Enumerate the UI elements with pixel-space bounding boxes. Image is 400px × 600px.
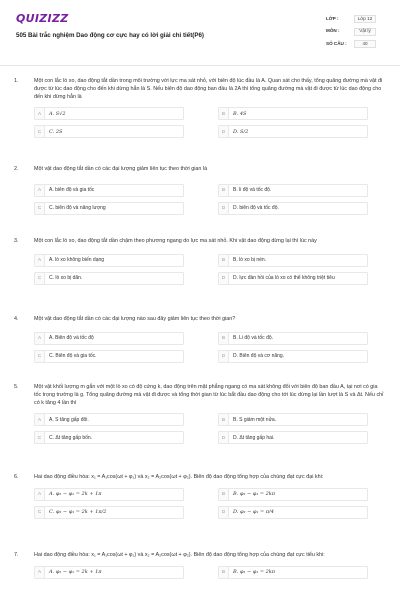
option-box[interactable] <box>218 125 368 138</box>
option-letter: D <box>219 273 229 284</box>
question-number: 4. <box>14 316 19 322</box>
question-list <box>0 78 400 596</box>
option-text: D. S/2 <box>233 128 249 135</box>
option-letter: D <box>219 507 229 518</box>
option-d[interactable] <box>218 506 368 519</box>
option-b[interactable] <box>218 332 368 345</box>
option-grid <box>34 254 384 290</box>
question-number: 5. <box>14 384 19 390</box>
option-box[interactable] <box>218 506 368 519</box>
option-a[interactable] <box>34 413 218 426</box>
meta-label: MÔN : <box>326 28 340 34</box>
question-6 <box>0 474 400 552</box>
option-letter: A <box>35 414 45 425</box>
option-box[interactable] <box>34 107 184 120</box>
option-box[interactable] <box>218 254 368 267</box>
option-d[interactable] <box>218 272 368 285</box>
option-grid <box>34 107 384 143</box>
option-letter: A <box>35 333 45 344</box>
option-text: A. lò xo không biến dạng <box>49 256 105 263</box>
option-d[interactable] <box>218 202 368 215</box>
option-b[interactable] <box>218 184 368 197</box>
option-c[interactable] <box>34 350 218 363</box>
option-text: B. φ₂ − φ₁ = 2kπ <box>233 490 276 497</box>
page-header <box>0 0 400 66</box>
option-box[interactable] <box>218 431 368 444</box>
question-text: Một con lắc lò xo, dao động tắt dần chậm theo phương ngang do lực ma sát nhỏ. Khi vật dao động dừng lại thì lúc này <box>34 238 317 244</box>
question-number: 1. <box>14 78 19 84</box>
option-d[interactable] <box>218 350 368 363</box>
option-text: D. lực đàn hồi của lò xo có thể không triệt tiêu <box>233 274 335 281</box>
option-box[interactable] <box>218 332 368 345</box>
question-text: Một con lắc lò xo, dao động tắt dần trong môi trường với lực ma sát nhỏ, với biên độ lúc đầu là A. Quan sát cho thấy, tổng quãng đường mà vật đi được từ lúc dao động cho đến khi dừng hẳn là S. Nếu biên độ dao động ban đầu là 2A thì tổng quãng đường mà vật đi được từ lúc dao động cho đến khi dừng hẳn là <box>34 78 383 100</box>
option-text: D. Δt tăng gấp hai. <box>233 434 275 441</box>
option-box[interactable] <box>218 350 368 363</box>
option-letter: C <box>35 507 45 518</box>
quizizz-logo: QUIZIZZ <box>16 12 69 25</box>
option-letter: C <box>35 432 45 443</box>
question-2 <box>0 166 400 238</box>
option-box[interactable] <box>218 202 368 215</box>
meta-value: Vật lý <box>354 28 376 36</box>
option-box[interactable] <box>34 413 184 426</box>
option-text: A. S tăng gấp đôi. <box>49 416 89 423</box>
option-box[interactable] <box>34 431 184 444</box>
option-box[interactable] <box>34 350 184 363</box>
option-text: C. Biên độ và gia tốc. <box>49 352 97 359</box>
option-c[interactable] <box>34 202 218 215</box>
option-letter: C <box>35 351 45 362</box>
option-b[interactable] <box>218 413 368 426</box>
option-text: A. φ₂ − φ₁ = 2k + 1π <box>49 490 102 497</box>
option-c[interactable] <box>34 431 218 444</box>
option-c[interactable] <box>34 272 218 285</box>
meta-row-grade <box>326 14 388 24</box>
option-letter: B <box>219 567 229 578</box>
option-box[interactable] <box>34 202 184 215</box>
question-number: 2. <box>14 166 19 172</box>
option-grid <box>34 184 384 220</box>
option-d[interactable] <box>218 431 368 444</box>
option-text: B. Li độ và tốc độ. <box>233 334 274 341</box>
meta-label: SỐ CÂU : <box>326 40 347 46</box>
option-box[interactable] <box>34 125 184 138</box>
option-b[interactable] <box>218 566 368 579</box>
option-a[interactable] <box>34 332 218 345</box>
option-box[interactable] <box>34 566 184 579</box>
option-letter: B <box>219 185 229 196</box>
meta-label: LỚP : <box>326 15 339 21</box>
option-text: A. biên độ và gia tốc <box>49 186 95 193</box>
question-text: Hai dao động điều hòa: x₁ = A₁cos(ωt + φ₁) và x₂ = A₂cos(ωt + φ₂). Biên độ dao động tổng hợp của chúng đạt cực đại khi: <box>34 474 324 480</box>
option-text: C. Δt tăng gấp bốn. <box>49 434 93 441</box>
option-d[interactable] <box>218 125 368 138</box>
meta-row-subject <box>326 27 388 37</box>
option-box[interactable] <box>34 254 184 267</box>
option-text: C. φ₂ − φ₁ = 2k + 1π/2 <box>49 508 107 515</box>
option-letter: B <box>219 108 229 119</box>
option-text: D. biên độ và tốc độ. <box>233 204 279 211</box>
option-a[interactable] <box>34 184 218 197</box>
question-3 <box>0 238 400 316</box>
option-letter: B <box>219 489 229 500</box>
option-letter: A <box>35 185 45 196</box>
question-number: 3. <box>14 238 19 244</box>
meta-panel <box>326 14 388 52</box>
option-letter: A <box>35 489 45 500</box>
option-box[interactable] <box>34 488 184 501</box>
option-a[interactable] <box>34 488 218 501</box>
option-b[interactable] <box>218 254 368 267</box>
option-letter: D <box>219 203 229 214</box>
option-grid <box>34 413 384 449</box>
option-box[interactable] <box>34 184 184 197</box>
option-c[interactable] <box>34 506 218 519</box>
question-number: 7. <box>14 552 19 558</box>
meta-value: Lớp 12 <box>354 15 376 23</box>
option-b[interactable] <box>218 488 368 501</box>
option-text: D. Biên độ và cơ năng. <box>233 352 285 359</box>
question-number: 6. <box>14 474 19 480</box>
option-text: B. S giảm một nửa. <box>233 416 277 423</box>
option-text: D. φ₂ − φ₁ = π/4 <box>233 508 274 515</box>
question-text: Một vật dao động tắt dần có các đại lượng nào sau đây giảm liên tục theo thời gian? <box>34 316 236 322</box>
question-text: Hai dao động điều hòa: x₁ = A₁cos(ωt + φ₁) và x₂ = A₂cos(ωt + φ₂). Biên độ dao động tổng hợp của chúng đạt cực tiểu khi: <box>34 552 325 558</box>
option-box[interactable] <box>34 272 184 285</box>
option-letter: C <box>35 203 45 214</box>
question-text: Một vật dao động tắt dần có các đại lượng giảm liên tục theo thời gian là <box>34 166 208 172</box>
option-box[interactable] <box>218 272 368 285</box>
option-box[interactable] <box>218 184 368 197</box>
option-letter: C <box>35 126 45 137</box>
meta-value: 40 <box>354 40 376 48</box>
question-7 <box>0 552 400 596</box>
question-1 <box>0 78 400 166</box>
option-a[interactable] <box>34 254 218 267</box>
option-text: B. φ₂ − φ₁ = 2kπ <box>233 568 276 575</box>
option-box[interactable] <box>218 488 368 501</box>
option-letter: D <box>219 126 229 137</box>
option-text: A. Biên độ và tốc độ <box>49 334 94 341</box>
option-text: A. S√2 <box>49 110 66 117</box>
question-4 <box>0 316 400 384</box>
option-text: B. li độ và tốc độ. <box>233 186 272 193</box>
option-letter: D <box>219 351 229 362</box>
option-letter: B <box>219 333 229 344</box>
option-text: C. lò xo bị dãn. <box>49 274 83 281</box>
option-text: C. biên độ và năng lượng <box>49 204 106 211</box>
option-letter: A <box>35 108 45 119</box>
question-5 <box>0 384 400 474</box>
option-a[interactable] <box>34 107 218 120</box>
option-letter: C <box>35 273 45 284</box>
option-box[interactable] <box>34 506 184 519</box>
option-text: B. lò xo bị nén. <box>233 256 267 263</box>
question-text: Một vật khối lượng m gắn với một lò xo có độ cứng k, dao động trên mặt phẳng ngang có ma sát không đổi với biên độ ban đầu A, tại nơi có gia tốc trọng trường là g. Tổng quãng đường mà vật đi được và tổng thời gian từ lúc bắt đầu dao động cho tới lúc dừng lại lần lượt là S và Δt. Nếu chỉ có k tăng 4 lần thì <box>34 384 384 406</box>
option-box[interactable] <box>218 413 368 426</box>
option-box[interactable] <box>218 107 368 120</box>
option-letter: D <box>219 432 229 443</box>
option-text: B. 4S <box>233 110 247 117</box>
option-letter: B <box>219 255 229 266</box>
option-grid <box>34 332 384 368</box>
document-title: 505 Bài trắc nghiệm Dao động cơ cực hay có lời giải chi tiết(P6) <box>16 32 204 39</box>
option-box[interactable] <box>218 566 368 579</box>
option-c[interactable] <box>34 125 218 138</box>
option-letter: A <box>35 567 45 578</box>
option-box[interactable] <box>34 332 184 345</box>
option-letter: A <box>35 255 45 266</box>
option-text: A. φ₂ − φ₁ = 2k + 1π <box>49 568 102 575</box>
option-letter: B <box>219 414 229 425</box>
option-text: C. 2S <box>49 128 63 135</box>
option-b[interactable] <box>218 107 368 120</box>
meta-row-count <box>326 39 388 49</box>
option-grid <box>34 566 384 584</box>
option-a[interactable] <box>34 566 218 579</box>
option-grid <box>34 488 384 524</box>
